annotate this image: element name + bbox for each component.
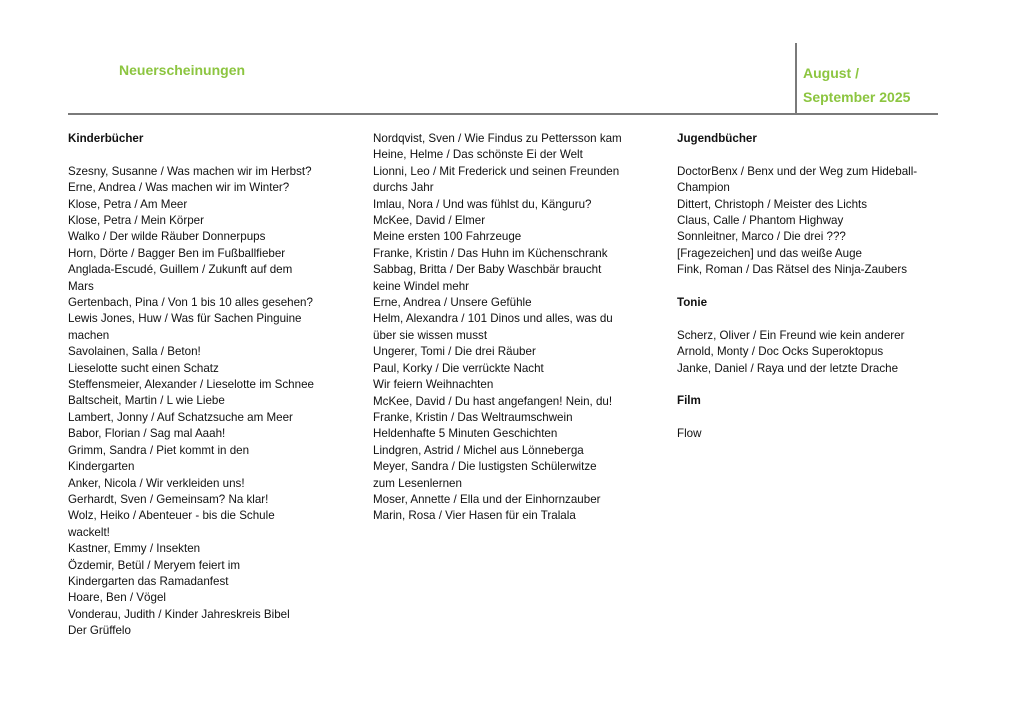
book-entry-line: Heldenhafte 5 Minuten Geschichten [373,427,558,441]
book-entry-line: wackelt! [68,525,110,539]
book-entry-line: Klose, Petra / Mein Körper [68,214,204,228]
book-entry-line: Hoare, Ben / Vögel [68,591,166,605]
column-kinderbuecher-continued [373,131,648,525]
book-entry-line: Vonderau, Judith / Kinder Jahreskreis Bibel [68,607,290,621]
book-entry-line: Janke, Daniel / Raya und der letzte Drache [677,361,899,375]
book-entry-line: Kindergarten das Ramadanfest [68,574,229,588]
book-entry-line: Arnold, Monty / Doc Ocks Superoktopus [677,345,884,359]
book-entry-line: durchs Jahr [373,181,434,195]
book-entry-line: McKee, David / Elmer [373,214,486,228]
book-entry-line: Wir feiern Weihnachten [373,378,494,392]
book-entry-line: Paul, Korky / Die verrückte Nacht [373,361,544,375]
book-entry-line: Lambert, Jonny / Auf Schatzsuche am Meer [68,410,293,424]
spacer [677,377,947,393]
section-heading-tonie: Tonie [677,296,708,310]
section-heading-film: Film [677,394,701,408]
page-title: Neuerscheinungen [119,62,246,78]
book-entry-line: Champion [677,181,730,195]
book-entry-line: Claus, Calle / Phantom Highway [677,214,844,228]
spacer [677,311,947,327]
book-entry-line: Dittert, Christoph / Meister des Lichts [677,197,868,211]
release-period-line-2: September 2025 [803,89,911,105]
book-entry-line: Meine ersten 100 Fahrzeuge [373,230,522,244]
column-other-media [677,131,947,443]
book-entry-line: Flow [677,427,702,441]
header-vertical-divider [795,43,797,115]
book-entry-line: Lionni, Leo / Mit Frederick und seinen Freunden [373,164,620,178]
book-entry-line: Scherz, Oliver / Ein Freund wie kein anderer [677,328,905,342]
book-entry-line: Grimm, Sandra / Piet kommt in den [68,443,250,457]
column-kinderbuecher [68,131,343,640]
book-entry-line: McKee, David / Du hast angefangen! Nein, du! [373,394,613,408]
book-entry-line: Kindergarten [68,460,135,474]
book-entry-line: Steffensmeier, Alexander / Lieselotte im Schnee [68,378,314,392]
header-divider [68,113,938,115]
book-entry-line: [Fragezeichen] und das weiße Auge [677,246,862,260]
kinderbuecher-list [68,164,343,640]
book-entry-line: Gertenbach, Pina / Von 1 bis 10 alles gesehen? [68,296,313,310]
book-entry-line: Lewis Jones, Huw / Was für Sachen Pinguine [68,312,302,326]
book-entry-line: Ungerer, Tomi / Die drei Räuber [373,345,536,359]
book-entry-line: Moser, Annette / Ella und der Einhornzauber [373,492,601,506]
book-entry-line: Meyer, Sandra / Die lustigsten Schülerwitze [373,460,597,474]
book-entry-line: Lindgren, Astrid / Michel aus Lönneberga [373,443,584,457]
book-entry-line: Erne, Andrea / Unsere Gefühle [373,296,532,310]
book-entry-line: Babor, Florian / Sag mal Aaah! [68,427,226,441]
book-entry-line: Baltscheit, Martin / L wie Liebe [68,394,225,408]
book-entry-line: Kastner, Emmy / Insekten [68,542,201,556]
release-period-line-1: August / [803,65,859,81]
spacer [677,147,947,163]
book-entry-line: Horn, Dörte / Bagger Ben im Fußballfieber [68,246,286,260]
film-list [677,426,947,442]
book-entry-line: zum Lesenlernen [373,476,462,490]
book-entry-line: Erne, Andrea / Was machen wir im Winter? [68,181,290,195]
book-entry-line: Walko / Der wilde Räuber Donnerpups [68,230,266,244]
book-entry-line: Helm, Alexandra / 101 Dinos und alles, was du [373,312,613,326]
book-entry-line: Anker, Nicola / Wir verkleiden uns! [68,476,245,490]
spacer [68,147,343,163]
section-heading-kinderbuecher: Kinderbücher [68,132,144,145]
book-entry-line: Nordqvist, Sven / Wie Findus zu Pettersson kam [373,132,622,145]
book-entry-line: Mars [68,279,94,293]
book-entry-line: Imlau, Nora / Und was fühlst du, Känguru? [373,197,592,211]
book-entry-line: Anglada-Escudé, Guillem / Zukunft auf dem [68,263,293,277]
book-entry-line: Szesny, Susanne / Was machen wir im Herbst? [68,164,312,178]
book-entry-line: machen [68,328,110,342]
kinderbuecher-list-continued [373,131,648,525]
book-entry-line: über sie wissen musst [373,328,488,342]
tonie-list [677,328,947,377]
jugendbuecher-list [677,164,947,279]
spacer [677,279,947,295]
book-entry-line: Savolainen, Salla / Beton! [68,345,201,359]
book-entry-line: Franke, Kristin / Das Huhn im Küchenschrank [373,246,608,260]
book-entry-line: Klose, Petra / Am Meer [68,197,188,211]
book-entry-line: Fink, Roman / Das Rätsel des Ninja-Zaubers [677,263,908,277]
book-entry-line: Marin, Rosa / Vier Hasen für ein Tralala [373,509,576,523]
book-entry-line: Franke, Kristin / Das Weltraumschwein [373,410,573,424]
book-entry-line: Wolz, Heiko / Abenteuer - bis die Schule [68,509,275,523]
book-entry-line: Lieselotte sucht einen Schatz [68,361,219,375]
book-entry-line: Der Grüffelo [68,624,131,638]
book-entry-line: keine Windel mehr [373,279,470,293]
spacer [677,410,947,426]
book-entry-line: Sonnleitner, Marco / Die drei ??? [677,230,846,244]
book-entry-line: Gerhardt, Sven / Gemeinsam? Na klar! [68,492,269,506]
book-entry-line: Sabbag, Britta / Der Baby Waschbär braucht [373,263,602,277]
book-entry-line: Özdemir, Betül / Meryem feiert im [68,558,241,572]
book-entry-line: DoctorBenx / Benx und der Weg zum Hideball- [677,164,918,178]
section-heading-jugendbuecher: Jugendbücher [677,132,757,145]
book-entry-line: Heine, Helme / Das schönste Ei der Welt [373,148,583,162]
release-period [803,61,910,109]
